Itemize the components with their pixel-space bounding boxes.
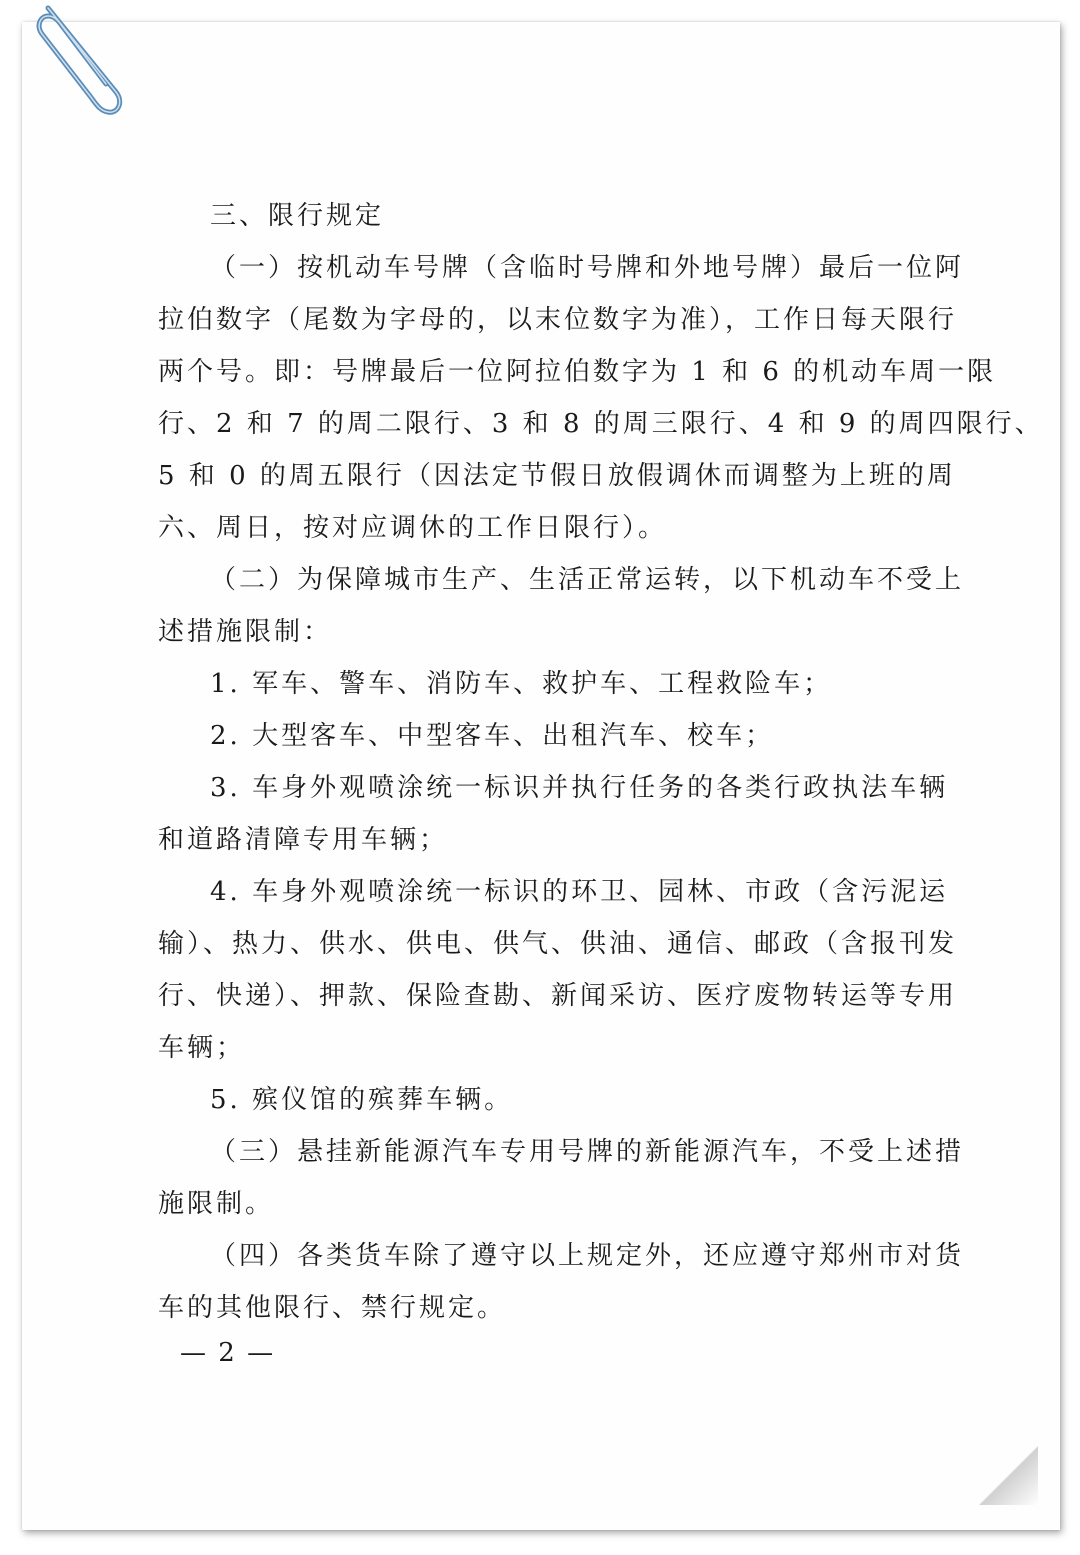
paperclip-icon [28,0,138,120]
list-item: 2. 大型客车、中型客车、出租汽车、校车； [210,721,775,751]
section-heading: 三、限行规定 [210,201,385,231]
list-item: 1. 军车、警车、消防车、救护车、工程救险车； [210,669,833,699]
paragraph-line: 拉伯数字（尾数为字母的，以末位数字为准），工作日每天限行 [158,305,958,335]
paragraph-line: 述措施限制： [158,617,333,647]
paragraph-line: （一）按机动车号牌（含临时号牌和外地号牌）最后一位阿 [210,253,965,283]
paragraph-line: 两个号。即：号牌最后一位阿拉伯数字为 1 和 6 的机动车周一限 [158,357,997,387]
page-curl-shadow [978,1445,1038,1505]
paragraph-line: （三）悬挂新能源汽车专用号牌的新能源汽车，不受上述措 [210,1137,965,1167]
list-item: 5. 殡仪馆的殡葬车辆。 [210,1085,514,1115]
paragraph-line: （二）为保障城市生产、生活正常运转，以下机动车不受上 [210,565,965,595]
paragraph-line: 行、快递）、押款、保险查勘、新闻采访、医疗废物转运等专用 [158,981,958,1011]
paragraph-line: 5 和 0 的周五限行（因法定节假日放假调休而调整为上班的周 [158,461,956,491]
paragraph-line: 施限制。 [158,1189,275,1219]
document-body [158,190,1044,1334]
page-number: — 2 — [180,1338,276,1368]
paragraph-line: 和道路清障专用车辆； [158,825,449,855]
paragraph-line: 六、周日，按对应调休的工作日限行）。 [158,513,668,543]
list-item: 4. 车身外观喷涂统一标识的环卫、园林、市政（含污泥运 [210,877,949,907]
list-item: 3. 车身外观喷涂统一标识并执行任务的各类行政执法车辆 [210,773,949,803]
paragraph-line: 行、2 和 7 的周二限行、3 和 8 的周三限行、4 和 9 的周四限行、 [158,409,1044,439]
paragraph-line: （四）各类货车除了遵守以上规定外，还应遵守郑州市对货 [210,1241,965,1271]
paragraph-line: 车辆； [158,1033,246,1063]
paragraph-line: 车的其他限行、禁行规定。 [158,1293,507,1323]
paragraph-line: 输）、热力、供水、供电、供气、供油、通信、邮政（含报刊发 [158,929,958,959]
